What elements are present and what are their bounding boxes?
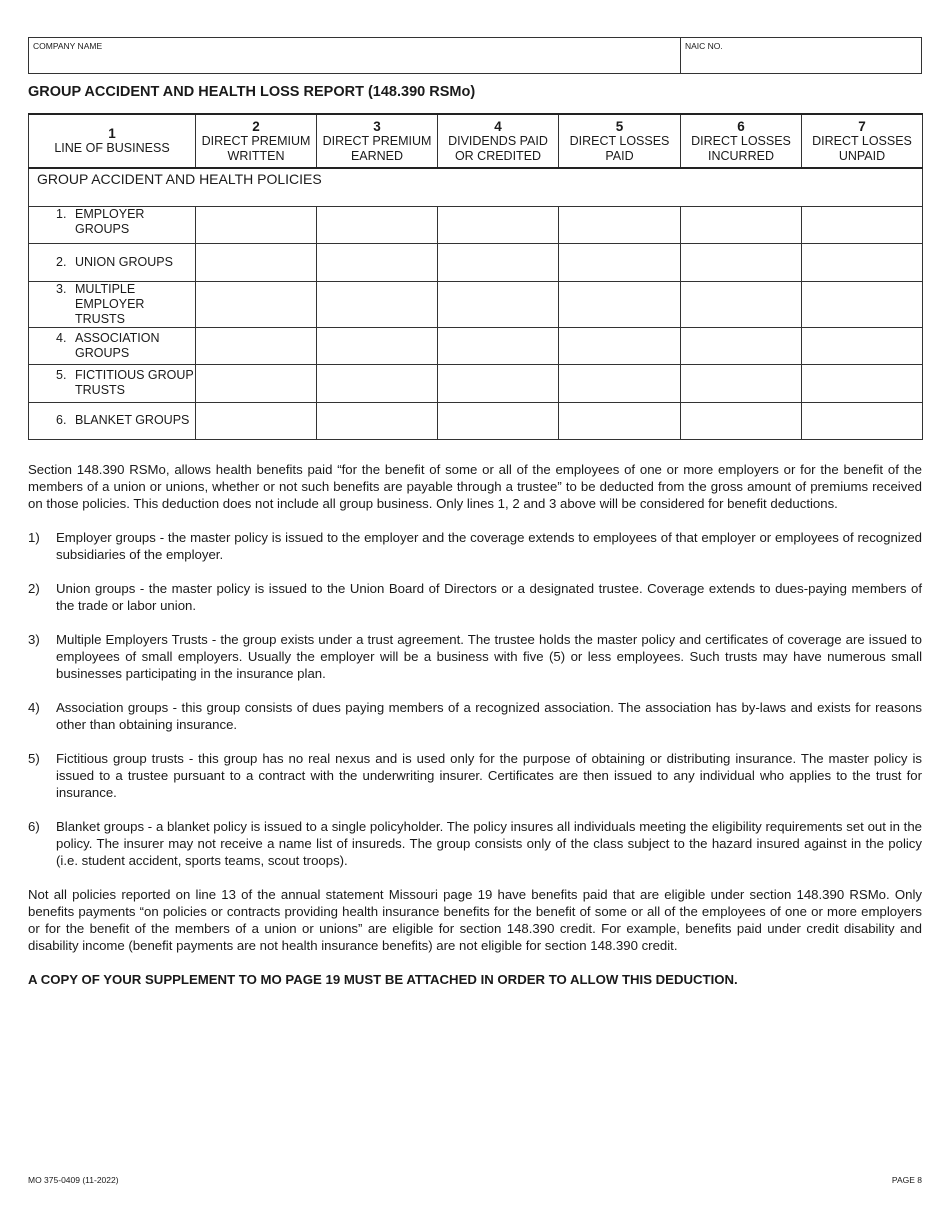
cell-input[interactable]	[317, 365, 437, 402]
cell-input[interactable]	[559, 282, 680, 327]
company-name-input[interactable]	[32, 51, 677, 71]
row-label: 6. BLANKET GROUPS	[29, 402, 196, 440]
form-title	[28, 84, 475, 100]
cell-input[interactable]	[802, 365, 922, 402]
section-label: GROUP ACCIDENT AND HEALTH POLICIES	[29, 168, 923, 206]
cell-input[interactable]	[196, 244, 316, 281]
cell-input[interactable]	[438, 365, 558, 402]
form-title-main: GROUP ACCIDENT AND HEALTH LOSS REPORT	[28, 84, 364, 100]
cell-input[interactable]	[438, 282, 558, 327]
definition-item: 3) Multiple Employers Trusts - the group exists under a trust agreement. The trustee holds the master policy and certificates of coverage are issued to employees of small employers. Usually the employer will be a business with five (5) or less employees. Such trusts may have numerous small businesses participating in the insurance plan.	[28, 632, 922, 681]
cell-input[interactable]	[438, 328, 558, 365]
table-row	[29, 365, 923, 403]
closing-paragraph: Not all policies reported on line 13 of the annual statement Missouri page 19 have benefits paid that are eligible under section 148.390 RSMo. Only benefits payments “on policies or contracts providing health insurance benefits for the benefit of some or all of the employees of one or more employers or for the benefit of the members of a union or unions” are eligible for section 148.390 credit. For example, benefits paid under credit disability and disability income (benefit payments are not health insurance benefits) are not eligible for section 148.390 credit.	[28, 887, 922, 953]
table-row	[29, 402, 923, 440]
cell-input[interactable]	[681, 282, 801, 327]
cell-input[interactable]	[802, 207, 922, 244]
col-header-direct-losses-paid: 5 DIRECT LOSSES PAID	[559, 114, 681, 168]
row-label: 3. MULTIPLE EMPLOYER TRUSTS	[29, 281, 196, 327]
definition-item: 2) Union groups - the master policy is issued to the Union Board of Directors or a designated trustee. Coverage extends to dues-paying members of the trade or labor union.	[28, 581, 922, 613]
cell-input[interactable]	[559, 207, 680, 244]
col-header-dividends-paid: 4 DIVIDENDS PAID OR CREDITED	[438, 114, 559, 168]
cell-input[interactable]	[438, 403, 558, 440]
company-name-label: COMPANY NAME	[33, 41, 103, 51]
cell-input[interactable]	[559, 403, 680, 440]
cell-input[interactable]	[681, 207, 801, 244]
definition-item: 4) Association groups - this group consists of dues paying members of a recognized association. The association has by-laws and exists for reasons other than obtaining insurance.	[28, 700, 922, 732]
form-title-ref: (148.390 RSMo)	[367, 84, 476, 100]
definition-item: 5) Fictitious group trusts - this group has no real nexus and is used only for the purpose of obtaining or distributing insurance. The master policy is issued to a trustee pursuant to a contract with the underwriting insurer. Certificates are then issued to any individual who applies to the trust for insurance.	[28, 751, 922, 800]
row-label: 2. UNION GROUPS	[29, 244, 196, 282]
cell-input[interactable]	[438, 244, 558, 281]
cell-input[interactable]	[802, 328, 922, 365]
form-id: MO 375-0409 (11-2022)	[28, 1175, 119, 1185]
company-header-box	[28, 37, 922, 74]
cell-input[interactable]	[559, 365, 680, 402]
cell-input[interactable]	[802, 244, 922, 281]
cell-input[interactable]	[681, 244, 801, 281]
cell-input[interactable]	[681, 365, 801, 402]
cell-input[interactable]	[317, 403, 437, 440]
cell-input[interactable]	[196, 282, 316, 327]
cell-input[interactable]	[196, 365, 316, 402]
loss-report-table	[28, 113, 923, 440]
table-header-row	[29, 114, 923, 168]
cell-input[interactable]	[196, 328, 316, 365]
cell-input[interactable]	[559, 244, 680, 281]
table-row	[29, 281, 923, 327]
naic-label: NAIC NO.	[685, 41, 723, 51]
col-header-direct-premium-written: 2 DIRECT PREMIUM WRITTEN	[196, 114, 317, 168]
cell-input[interactable]	[317, 207, 437, 244]
definition-item: 6) Blanket groups - a blanket policy is issued to a single policyholder. The policy insures all individuals meeting the eligibility requirements set out in the policy. The insurer may not receive a name list of insureds. The group consists only of the class subject to the hazard insured against in the policy (i.e. student accident, sports teams, scout troops).	[28, 819, 922, 868]
row-label: 4. ASSOCIATION GROUPS	[29, 327, 196, 365]
intro-paragraph: Section 148.390 RSMo, allows health benefits paid “for the benefit of some or all of the employees of one or more employers or for the benefit of the members of a union or unions, whether or not such benefits are payable through a trustee” to be deducted from the gross amount of premiums received on those policies. This deduction does not include all group business. Only lines 1, 2 and 3 above will be considered for benefit deductions.	[28, 462, 922, 511]
definition-item: 1) Employer groups - the master policy is issued to the employer and the coverage extends to employees of that employer or employees of recognized subsidiaries of the employer.	[28, 530, 922, 562]
row-label: 5. FICTITIOUS GROUP TRUSTS	[29, 365, 196, 403]
cell-input[interactable]	[317, 244, 437, 281]
cell-input[interactable]	[681, 328, 801, 365]
cell-input[interactable]	[196, 207, 316, 244]
col-header-direct-losses-incurred: 6 DIRECT LOSSES INCURRED	[681, 114, 802, 168]
cell-input[interactable]	[317, 282, 437, 327]
cell-input[interactable]	[681, 403, 801, 440]
naic-cell	[681, 38, 921, 73]
cell-input[interactable]	[802, 282, 922, 327]
row-label: 1. EMPLOYER GROUPS	[29, 206, 196, 244]
cell-input[interactable]	[196, 403, 316, 440]
col-header-direct-premium-earned: 3 DIRECT PREMIUM EARNED	[317, 114, 438, 168]
cell-input[interactable]	[438, 207, 558, 244]
company-name-cell	[29, 38, 681, 73]
table-row	[29, 327, 923, 365]
attachment-notice: A COPY OF YOUR SUPPLEMENT TO MO PAGE 19 MUST BE ATTACHED IN ORDER TO ALLOW THIS DEDUCTION.	[28, 972, 738, 987]
cell-input[interactable]	[559, 328, 680, 365]
section-row	[29, 168, 923, 206]
table-row	[29, 244, 923, 282]
naic-input[interactable]	[684, 51, 918, 71]
table-row	[29, 206, 923, 244]
col-header-direct-losses-unpaid: 7 DIRECT LOSSES UNPAID	[802, 114, 923, 168]
cell-input[interactable]	[317, 328, 437, 365]
instructions-text	[28, 461, 922, 988]
cell-input[interactable]	[802, 403, 922, 440]
page-number: PAGE 8	[891, 1175, 922, 1185]
col-header-line-of-business: 1 LINE OF BUSINESS	[29, 114, 196, 168]
